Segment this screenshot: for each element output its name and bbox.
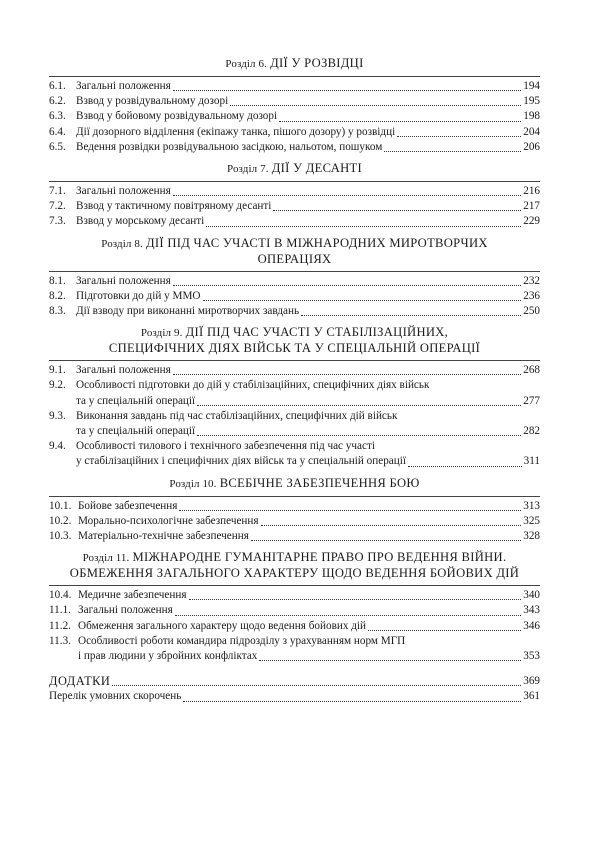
section-title-line: ОБМЕЖЕННЯ ЗАГАЛЬНОГО ХАРАКТЕРУ ЩОДО ВЕДЕННЯ БОЙОВИХ ДІЙ: [69, 566, 520, 581]
toc-entry-label: [49, 619, 366, 634]
dot-leader: [408, 466, 522, 467]
dot-leader: [206, 226, 521, 227]
page-number: 198: [523, 110, 540, 123]
page-number: 236: [523, 289, 540, 302]
toc-entry-text: Ведення розвідки розвідувальною засідкою, нальотом, пошуком: [76, 140, 383, 153]
toc-entry-label: [49, 199, 271, 214]
toc-entry-number: 7.1.: [49, 185, 66, 198]
toc-entry-text: Матеріально-технічне забезпечення: [78, 530, 249, 543]
toc-entry-number: 9.2.: [49, 379, 66, 392]
toc-entry-text: Морально-психологічне забезпечення: [78, 514, 259, 527]
toc-entry-label: [49, 184, 171, 199]
toc-entry: [49, 588, 540, 603]
toc-entry-label: [49, 109, 277, 124]
toc-entry-text: та у спеціальній операції: [76, 394, 196, 407]
section-rule: [49, 76, 540, 77]
toc-entry-text: Загальні положення: [76, 80, 171, 92]
section-number: Розділ 6.: [225, 58, 267, 70]
toc-entry: [49, 289, 540, 304]
toc-entry: [49, 514, 540, 529]
page-number: 311: [523, 455, 540, 468]
section-title-line: ВСЕБІЧНЕ ЗАБЕЗПЕЧЕННЯ БОЮ: [219, 475, 420, 490]
toc-entry-label: [49, 140, 382, 155]
dot-leader: [397, 136, 521, 137]
toc-entry: [49, 125, 540, 140]
appendix-heading: [49, 674, 540, 689]
toc-entry-label: [49, 274, 171, 289]
toc-entry: [49, 603, 540, 618]
toc-entry-text: Бойове забезпечення: [78, 499, 178, 512]
dot-leader: [173, 90, 521, 91]
section-rule: [49, 271, 540, 272]
dot-leader: [197, 435, 521, 436]
toc-entry-text: Обмеження загального характеру щодо ведення бойових дій: [78, 619, 367, 632]
section-number: Розділ 7.: [227, 163, 269, 176]
toc-entry-number: 9.4.: [49, 440, 66, 453]
dot-leader: [183, 701, 521, 702]
page-number: 195: [523, 95, 540, 108]
toc-entry: [49, 363, 540, 378]
toc-entry-text: Загальні положення: [78, 604, 173, 617]
toc-entry: [49, 109, 540, 124]
section-title: [49, 550, 540, 581]
toc-entry-label: [49, 94, 228, 109]
section-title-line: ДІЇ У ДЕСАНТІ: [271, 161, 362, 176]
toc-entry-number: 8.3.: [49, 305, 66, 318]
toc-entry-label: [49, 214, 204, 229]
toc-entry: [49, 274, 540, 289]
page-number: 194: [523, 80, 540, 92]
toc-entry-number: 10.3.: [49, 530, 72, 543]
toc-entry-text: Особливості тилового і технічного забезпечення під час участі: [76, 440, 375, 453]
dot-leader: [189, 599, 522, 600]
toc-entry-number: 8.1.: [49, 274, 66, 287]
toc-entry-label: [49, 79, 171, 94]
toc-entry: [49, 140, 540, 155]
section-title-line: ОПЕРАЦІЯХ: [257, 251, 332, 266]
toc-entry-line: [49, 409, 540, 424]
toc-entry-number: 6.5.: [49, 140, 66, 153]
toc-entry-number: 8.2.: [49, 289, 66, 302]
toc-entry: [49, 454, 540, 469]
section-title-line: МІЖНАРОДНЕ ГУМАНІТАРНЕ ПРАВО ПРО ВЕДЕННЯ ВІЙНИ.: [132, 550, 507, 565]
page-number: 250: [523, 305, 540, 318]
toc-entry-text: Особливості роботи командира підрозділу з урахуванням норм МГП: [78, 634, 406, 647]
section-title-line: СПЕЦИФІЧНИХ ДІЯХ ВІЙСЬК ТА У СПЕЦІАЛЬНІЙ ОПЕРАЦІЇ: [108, 341, 481, 356]
section-number: Розділ 8.: [101, 237, 143, 250]
dot-leader: [203, 300, 522, 301]
toc-entry-label: [49, 499, 177, 514]
toc-entry-text: Дії дозорного відділення (екіпажу танка, пішого дозору) у розвідці: [76, 125, 396, 138]
toc-entry-text: Загальні положення: [76, 364, 171, 377]
page-number: 325: [523, 514, 540, 527]
toc-entry-text: Перелік умовних скорочень: [49, 690, 182, 703]
section-number: Розділ 9.: [140, 327, 183, 340]
toc-entry-label: [49, 394, 195, 409]
toc-entry-number: 6.2.: [49, 95, 66, 108]
toc-entry-label: [49, 454, 406, 469]
toc-entry-number: 11.3.: [49, 634, 71, 647]
toc-entry-text: Взвод у розвідувальному дозорі: [76, 95, 229, 108]
dot-leader: [173, 285, 521, 286]
toc-entry-text: та у спеціальній операції: [76, 425, 196, 438]
section-title: [49, 56, 540, 72]
toc-entry: [49, 689, 540, 704]
toc-entry-text: Взвод у бойовому розвідувальному дозорі: [76, 110, 278, 123]
toc-entry-line: [49, 439, 540, 454]
page-number: 313: [523, 499, 540, 512]
toc-entry-label: [49, 363, 171, 378]
dot-leader: [261, 525, 522, 526]
page-number: 232: [523, 274, 540, 287]
dot-leader: [273, 210, 521, 211]
dot-leader: [173, 374, 521, 375]
dot-leader: [179, 510, 521, 511]
section-title: [49, 325, 540, 356]
toc-entry-number: 10.4.: [49, 589, 72, 602]
toc-entry-text: Медичне забезпечення: [78, 589, 187, 602]
spacer: [49, 664, 540, 674]
section-rule: [49, 585, 540, 586]
page-number: 361: [523, 690, 540, 703]
toc-entry-number: 10.2.: [49, 514, 72, 527]
toc-entry: [49, 304, 540, 319]
toc-entry-label: [49, 424, 195, 439]
toc-entry-number: 10.1.: [49, 499, 72, 512]
dot-leader: [112, 685, 521, 686]
page-number: 353: [523, 650, 540, 663]
toc-entry-text: Підготовки до дій у ММО: [76, 289, 201, 302]
page-number: 343: [523, 604, 540, 617]
page-number: 282: [523, 425, 540, 438]
section-rule: [49, 181, 540, 182]
toc-entry: [49, 529, 540, 544]
section-title-line: ДІЇ ПІД ЧАС УЧАСТІ В МІЖНАРОДНИХ МИРОТВОРЧИХ: [146, 235, 488, 250]
dot-leader: [173, 195, 521, 196]
toc-entry-number: 7.2.: [49, 200, 66, 213]
dot-leader: [279, 121, 521, 122]
toc-entry-label: [49, 125, 395, 140]
page-number: 216: [523, 185, 540, 198]
page-number: 346: [523, 619, 540, 632]
toc-entry-number: 9.3.: [49, 409, 66, 422]
appendix-title: ДОДАТКИ: [49, 674, 111, 689]
toc-entry-label: [49, 588, 187, 603]
dot-leader: [175, 615, 521, 616]
page-number: 206: [523, 140, 540, 153]
toc-entry-text: Взвод у морському десанті: [76, 215, 205, 228]
page-number: 277: [523, 394, 540, 407]
page-number: 369: [523, 675, 540, 688]
toc-entry: [49, 619, 540, 634]
toc-entry-text: Взвод у тактичному повітряному десанті: [76, 200, 272, 213]
dot-leader: [368, 630, 521, 631]
toc-entry-number: 11.1.: [49, 604, 71, 617]
toc-entry-label: [49, 529, 249, 544]
toc-entry: [49, 184, 540, 199]
toc-entry-number: 11.2.: [49, 619, 71, 632]
toc-entry-text: і прав людини у збройних конфліктах: [78, 650, 258, 663]
toc-entry: [49, 499, 540, 514]
toc-entry-number: 6.3.: [49, 110, 66, 123]
dot-leader: [197, 405, 521, 406]
toc-entry: [49, 394, 540, 409]
section-title: [49, 236, 540, 267]
page-number: 204: [523, 125, 540, 138]
dot-leader: [230, 105, 521, 106]
toc-entry: [49, 214, 540, 229]
page-number: 217: [523, 200, 540, 213]
dot-leader: [259, 660, 521, 661]
toc-entry-number: 7.3.: [49, 215, 66, 228]
toc-entry-line: [49, 378, 540, 393]
section-title: [49, 476, 540, 492]
toc-entry-number: 6.1.: [49, 80, 66, 92]
section-number: Розділ 11.: [82, 552, 130, 565]
section-title-line: ДІЇ У РОЗВІДЦІ: [270, 56, 364, 70]
toc-entry-number: 9.1.: [49, 364, 66, 377]
toc-entry: [49, 199, 540, 214]
toc-entry-number: 6.4.: [49, 125, 66, 138]
toc-entry-text: у стабілізаційних і специфічних діях військ та у спеціальній операції: [76, 455, 406, 468]
toc-entry-text: Особливості підготовки до дій у стабілізаційних, специфічних діях військ: [76, 379, 430, 392]
toc-entry-text: Виконання завдань під час стабілізаційних, специфічних дій військ: [76, 409, 398, 422]
section-rule: [49, 496, 540, 497]
dot-leader: [301, 315, 521, 316]
page-number: 328: [523, 530, 540, 543]
toc-entry-text: Дії взводу при виконанні миротворчих завдань: [76, 305, 300, 318]
page-number: 340: [523, 589, 540, 602]
toc-entry-text: Загальні положення: [76, 185, 171, 198]
section-title: [49, 161, 540, 177]
toc-entry-label: [49, 514, 259, 529]
page-number: 229: [523, 215, 540, 228]
toc-entry-text: Загальні положення: [76, 274, 171, 287]
toc-entry-label: [49, 289, 201, 304]
toc-entry: [49, 79, 540, 94]
toc-entry-label: [49, 304, 299, 319]
toc-entry-label: [49, 649, 257, 664]
toc-entry: [49, 649, 540, 664]
toc-entry: [49, 94, 540, 109]
toc-entry-label: [49, 603, 173, 618]
page-number: 268: [523, 364, 540, 377]
toc-entry-line: [49, 634, 540, 649]
toc-entry: [49, 424, 540, 439]
dot-leader: [384, 151, 521, 152]
dot-leader: [251, 540, 521, 541]
section-title-line: ДІЇ ПІД ЧАС УЧАСТІ У СТАБІЛІЗАЦІЙНИХ,: [185, 325, 449, 340]
table-of-contents: [49, 56, 540, 705]
section-rule: [49, 360, 540, 361]
section-number: Розділ 10.: [169, 477, 217, 490]
